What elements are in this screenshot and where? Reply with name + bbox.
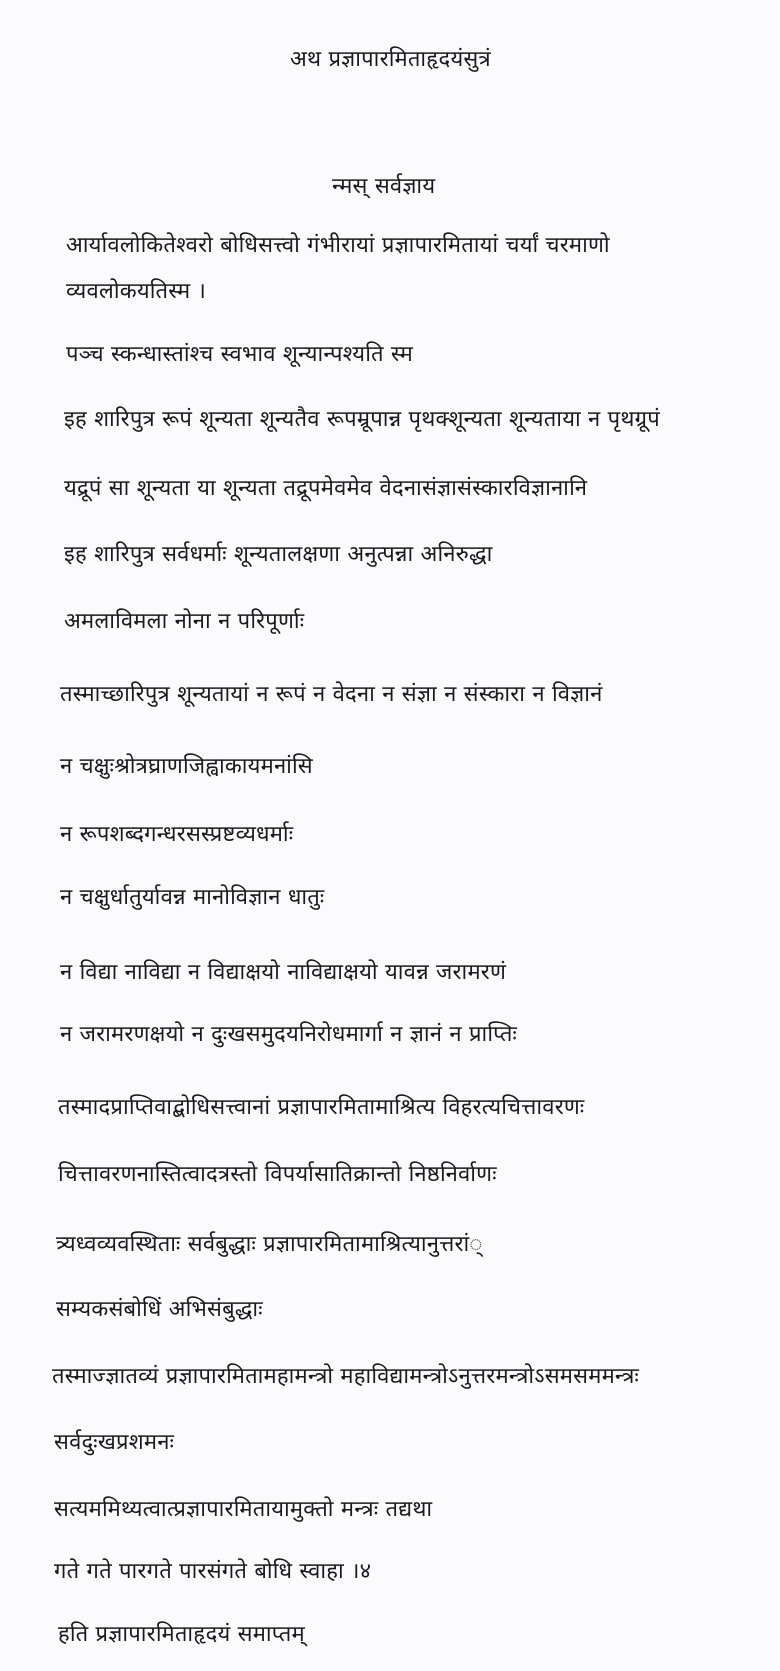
text-line-16: त्र्यध्वव्यवस्थिताः सर्वबुद्धाः प्रज्ञापारमितामाश्रित्यानुत्तरां् bbox=[56, 1232, 483, 1257]
text-line-17: सम्यकसंबोधिं अभिसंबुद्धाः bbox=[56, 1297, 263, 1322]
text-line-11: न चक्षुर्धातुर्यावन्न मानोविज्ञान धातुः bbox=[60, 885, 325, 910]
text-line-22: हति प्रज्ञापारमिताहृदयं समाप्तम् bbox=[58, 1622, 305, 1647]
text-line-6: इह शारिपुत्र सर्वधर्माः शून्यतालक्षणा अनुत्पन्ना अनिरुद्धा bbox=[64, 542, 493, 567]
text-line-10: न रूपशब्दगन्धरसस्प्रष्टव्यधर्माः bbox=[60, 822, 294, 847]
text-line-14: तस्मादप्राप्तिवाद्बोधिसत्त्वानां प्रज्ञापारमितामाश्रित्य विहरत्यचित्तावरणः bbox=[58, 1095, 585, 1120]
text-line-20: सत्यममिथ्यत्वात्प्रज्ञापारमितायामुक्तो मन्त्रः तद्यथा bbox=[54, 1497, 433, 1522]
text-line-19: सर्वदुःखप्रशमनः bbox=[54, 1430, 175, 1455]
text-line-5: यद्रूपं सा शून्यता या शून्यता तद्रूपमेवमेव वेदनासंज्ञासंस्कारविज्ञानानि bbox=[64, 476, 588, 501]
invocation-line: न्मस् सर्वज्ञाय bbox=[332, 174, 436, 199]
text-line-2: व्यवलोकयतिस्म । bbox=[66, 279, 207, 304]
text-line-4: इह शारिपुत्र रूपं शून्यता शून्यतैव रूपम्रूपान्न पृथक्शून्यता शून्यताया न पृथग्रूपं bbox=[64, 407, 660, 432]
text-line-9: न चक्षुःश्रोत्रघ्राणजिह्वाकायमनांसि bbox=[60, 754, 313, 779]
text-line-3: पञ्च स्कन्धास्तांश्च स्वभाव शून्यान्पश्यति स्म bbox=[66, 342, 413, 367]
text-line-13: न जरामरणक्षयो न दुःखसमुदयनिरोधमार्गा न ज्ञानं न प्राप्तिः bbox=[60, 1022, 518, 1047]
text-line-1: आर्यावलोकितेश्वरो बोधिसत्त्वो गंभीरायां प्रज्ञापारमितायां चर्यां चरमाणो bbox=[66, 233, 610, 258]
text-line-21: गते गते पारगते पारसंगते बोधि स्वाहा ।४ bbox=[54, 1559, 372, 1584]
document-title: अथ प्रज्ञापारमिताहृदयंसुत्रं bbox=[290, 47, 491, 72]
text-line-12: न विद्या नाविद्या न विद्याक्षयो नाविद्याक्षयो यावन्न जरामरणं bbox=[60, 960, 507, 985]
text-line-8: तस्माच्छारिपुत्र शून्यतायां न रूपं न वेदना न संज्ञा न संस्कारा न विज्ञानं bbox=[60, 682, 603, 707]
text-line-15: चित्तावरणनास्तित्वादत्रस्तो विपर्यासातिक्रान्तो निष्ठनिर्वाणः bbox=[58, 1162, 497, 1187]
text-line-7: अमलाविमला नोना न परिपूर्णाः bbox=[64, 609, 305, 634]
text-line-18: तस्माज्ज्ञातव्यं प्रज्ञापारमितामहामन्त्रो महाविद्यामन्त्रोऽनुत्तरमन्त्रोऽसमसममन्त्रः bbox=[52, 1364, 640, 1389]
